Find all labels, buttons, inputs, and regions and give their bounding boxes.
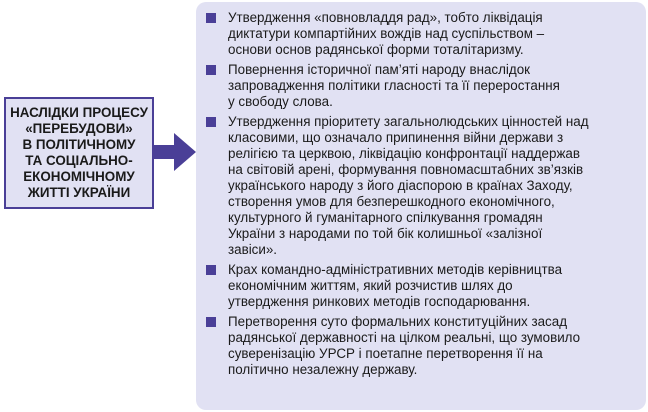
list-item-text: Перетворення суто формальних конституційних засад радянської державності на цілком реальні, що зумовило суверенізацію УРСР і поетапне перетворення її на політично незалежну державу. (228, 314, 581, 377)
right-arrow-icon (154, 133, 196, 171)
list-item (206, 314, 632, 378)
consequences-list-panel (196, 2, 646, 410)
square-bullet-icon (206, 317, 216, 327)
list-item (206, 262, 632, 310)
list-item (206, 10, 632, 58)
list-item (206, 62, 632, 110)
square-bullet-icon (206, 65, 216, 75)
square-bullet-icon (206, 117, 216, 127)
square-bullet-icon (206, 265, 216, 275)
list-item-text: Крах командно-адміністративних методів керівництва економічним життям, який розчистив шлях до утвердження ринкових методів господарювання. (228, 262, 563, 309)
consequences-title-box (4, 97, 154, 209)
consequences-title: НАСЛІДКИ ПРОЦЕСУ «ПЕРЕБУДОВИ» В ПОЛІТИЧНОМУ ТА СОЦІАЛЬНО- ЕКОНОМІЧНОМУ ЖИТТІ УКРАЇНИ (10, 105, 148, 200)
list-item-text: Повернення історичної пам’яті народу внаслідок запровадження політики гласності та її переростання у свободу слова. (228, 62, 560, 109)
square-bullet-icon (206, 13, 216, 23)
list-item (206, 114, 632, 258)
list-item-text: Утвердження пріоритету загальнолюдських цінностей над класовими, що означало припинення війни держави з релігією та церквою, ліквідацію конфронтації наддержав на світовій арені, формування повномасштабних зв’язків українського народу з його діаспорою в країнах Заходу, створення умов для безперешкодного економічного, культурного й гуманітарного спілкування громадян України з народами по той бік колишньої «залізної завіси». (228, 114, 589, 257)
list-item-text: Утвердження «повновладдя рад», тобто ліквідація диктатури компартійних вождів над суспільством – основи основ радянської форми тоталітаризму. (228, 10, 545, 57)
